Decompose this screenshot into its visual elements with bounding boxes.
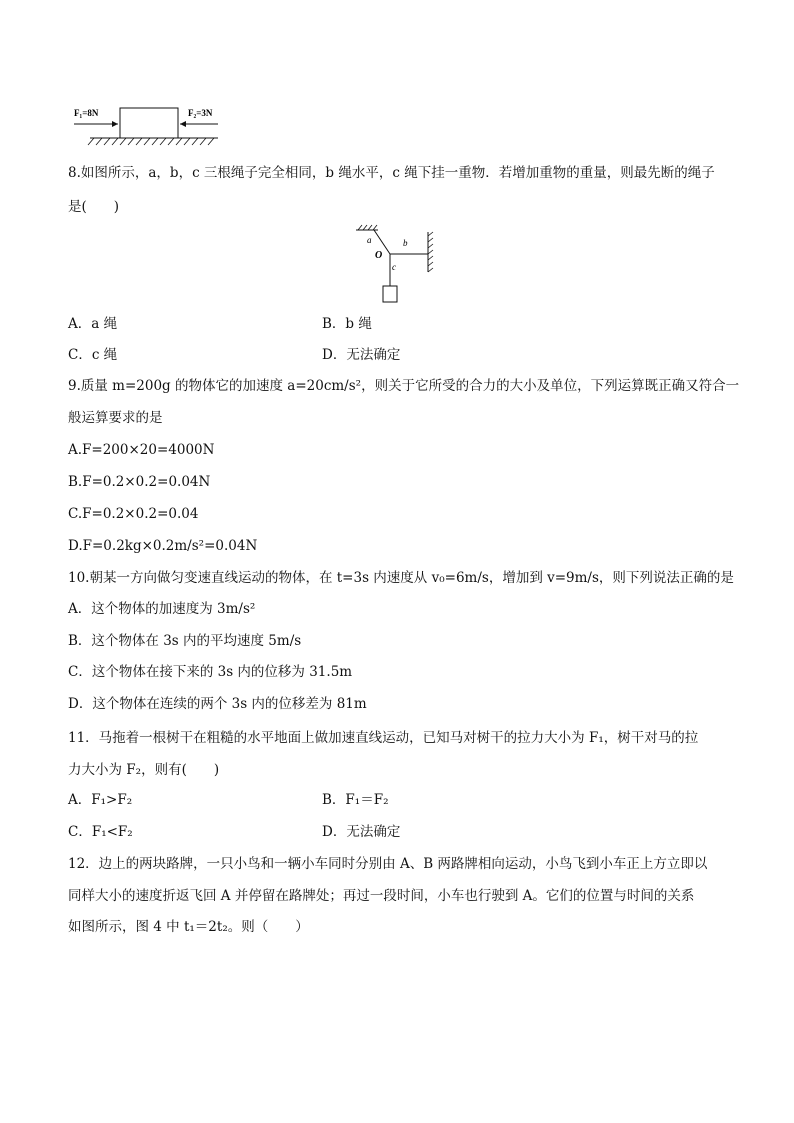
q8-option-b: B．b 绳 (322, 316, 372, 332)
q11-option-c: C．F₁<F₂ (68, 824, 133, 840)
q8-option-c: C．c 绳 (68, 347, 118, 363)
q12-stem-line2: 同样大小的速度折返飞回 A 并停留在路牌处；再过一段时间，小车也行驶到 A。它们的位置与时间的关系 (68, 888, 695, 904)
q8-option-d: D．无法确定 (322, 347, 401, 363)
q10-option-c: C．这个物体在接下来的 3s 内的位移为 31.5m (68, 664, 353, 680)
label-c: c (392, 262, 396, 272)
q9-option-d: D.F=0.2kg×0.2m/s²=0.04N (68, 538, 258, 554)
q8-stem-line1: 8.如图所示，a，b，c 三根绳子完全相同，b 绳水平，c 绳下挂一重物．若增加重物的重量，则最先断的绳子 (68, 165, 715, 181)
wall-hatch (428, 232, 433, 272)
block (120, 108, 178, 138)
q9-option-b: B.F=0.2×0.2=0.04N (68, 474, 211, 490)
q10-stem: 10.朝某一方向做匀变速直线运动的物体，在 t=3s 内速度从 v₀=6m/s，增加到 v=9m/s，则下列说法正确的是 (68, 570, 734, 586)
q11-option-d: D．无法确定 (322, 824, 401, 840)
ground-hatch (88, 138, 214, 145)
q9-stem-line1: 9.质量 m=200g 的物体它的加速度 a=20cm/s²，则关于它所受的合力的大小及单位，下列运算既正确又符合一 (68, 378, 740, 394)
f1-label: F₁=8N (74, 108, 99, 118)
figure-ropes (354, 224, 438, 308)
q12-stem-line1: 12．边上的两块路牌，一只小鸟和一辆小车同时分别由 A、B 两路牌相向运动，小鸟飞到小车正上方立即以 (68, 856, 708, 872)
f2-label: F₂=3N (188, 108, 213, 118)
figure-block-forces (70, 100, 230, 156)
q9-stem-line2: 般运算要求的是 (68, 410, 163, 426)
q10-option-d: D．这个物体在连续的两个 3s 内的位移差为 81m (68, 696, 367, 712)
q8-option-a: A．a 绳 (68, 316, 118, 332)
f1-arrowhead (112, 121, 118, 127)
q11-option-a: A．F₁>F₂ (68, 792, 133, 808)
q11-stem-line2: 力大小为 F₂，则有( ) (68, 762, 220, 778)
q8-stem-line2: 是( ) (68, 199, 120, 215)
q9-option-c: C.F=0.2×0.2=0.04 (68, 506, 199, 522)
q11-stem-line1: 11．马拖着一根树干在粗糙的水平地面上做加速直线运动，已知马对树干的拉力大小为 F₁，树干对马的拉 (68, 730, 699, 746)
ceiling-hatch (358, 225, 377, 230)
q11-option-b: B．F₁＝F₂ (322, 792, 389, 808)
label-o: O (375, 250, 383, 261)
label-b: b (403, 238, 408, 248)
q12-stem-line3: 如图所示，图 4 中 t₁＝2t₂。则（ ） (68, 919, 309, 935)
label-a: a (367, 235, 372, 245)
q10-option-b: B．这个物体在 3s 内的平均速度 5m/s (68, 633, 302, 649)
q10-option-a: A．这个物体的加速度为 3m/s² (68, 601, 256, 617)
q9-option-a: A.F=200×20=4000N (68, 442, 215, 458)
weight (383, 286, 397, 302)
f2-arrowhead (180, 121, 186, 127)
